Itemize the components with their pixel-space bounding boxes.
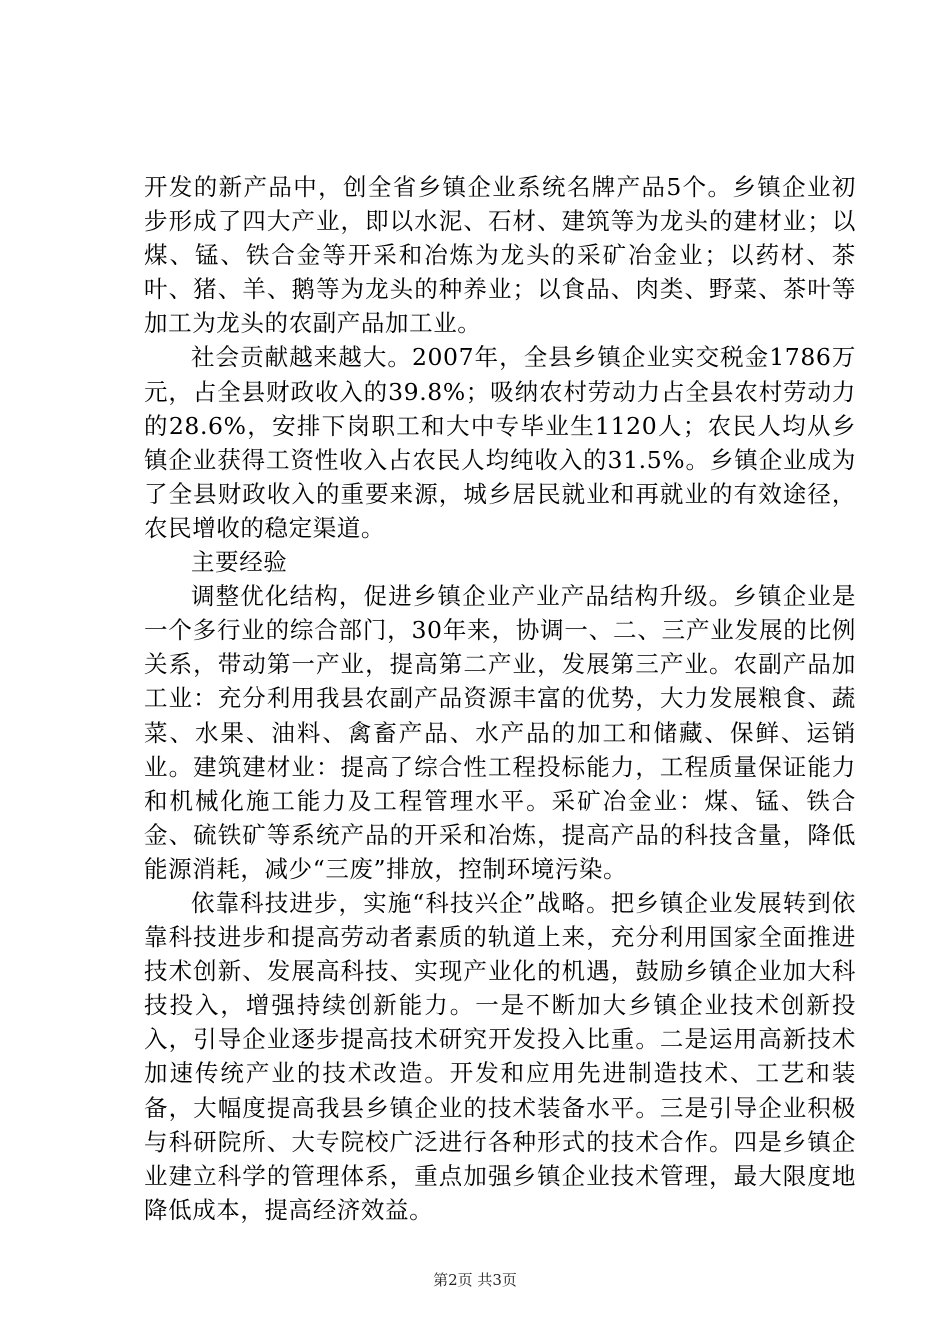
document-body xyxy=(144,170,856,1227)
paragraph-industries: 开发的新产品中，创全省乡镇企业系统名牌产品5个。乡镇企业初步形成了四大产业，即以水泥、石材、建筑等为龙头的建材业；以煤、锰、铁合金等开采和冶炼为龙头的采矿冶金业；以药材、茶叶、猪、羊、鹅等为龙头的种养业；以食品、肉类、野菜、茶叶等加工为龙头的农副产品加工业。 xyxy=(144,173,856,338)
section-heading-main-experience: 主要经验 xyxy=(191,548,288,577)
paragraph-technology-progress: 依靠科技进步，实施“科技兴企”战略。把乡镇企业发展转到依靠科技进步和提高劳动者素质的轨道上来，充分利用国家全面推进技术创新、发展高科技、实现产业化的机遇，鼓励乡镇企业加大科技投入，增强持续创新能力。一是不断加大乡镇企业技术创新投入，引导企业逐步提高技术研究开发投入比重。二是运用高新技术加速传统产业的技术改造。开发和应用先进制造技术、工艺和装备，大幅度提高我县乡镇企业的技术装备水平。三是引导企业积极与科研院所、大专院校广泛进行各种形式的技术合作。四是乡镇企业建立科学的管理体系，重点加强乡镇企业技术管理，最大限度地降低成本，提高经济效益。 xyxy=(144,888,856,1224)
paragraph-social-contribution: 社会贡献越来越大。2007年，全县乡镇企业实交税金1786万元，占全县财政收入的39.8%；吸纳农村劳动力占全县农村劳动力的28.6%，安排下岗职工和大中专毕业生1120人；农民人均从乡镇企业获得工资性收入占农民人均纯收入的31.5%。乡镇企业成为了全县财政收入的重要来源，城乡居民就业和再就业的有效途径，农民增收的稳定渠道。 xyxy=(144,343,856,542)
paragraph-structure-optimization: 调整优化结构，促进乡镇企业产业产品结构升级。乡镇企业是一个多行业的综合部门，30年来，协调一、二、三产业发展的比例关系，带动第一产业，提高第二产业，发展第三产业。农副产品加工业：充分利用我县农副产品资源丰富的优势，大力发展粮食、蔬菜、水果、油料、禽畜产品、水产品的加工和储藏、保鲜、运销业。建筑建材业：提高了综合性工程投标能力，工程质量保证能力和机械化施工能力及工程管理水平。采矿冶金业：煤、锰、铁合金、硫铁矿等系统产品的开采和冶炼，提高产品的科技含量，降低能源消耗，减少“三废”排放，控制环境污染。 xyxy=(144,582,856,883)
page-footer: 第2页 共3页 xyxy=(433,1271,517,1289)
